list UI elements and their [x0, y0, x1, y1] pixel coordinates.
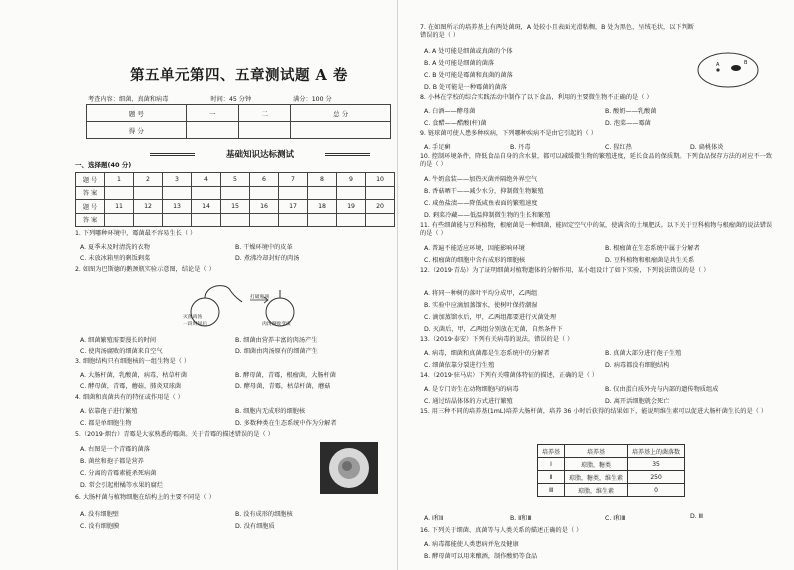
option[interactable]: D. 常会引起柑橘等水果的腐烂: [80, 482, 163, 489]
option[interactable]: A. Ⅰ和Ⅱ: [424, 515, 444, 522]
option[interactable]: A. 牛奶盒装——加热灭菌并隔绝外界空气: [424, 176, 538, 183]
grid-cell: 答 案: [76, 213, 105, 227]
grid-cell: 题 号: [76, 173, 105, 187]
option[interactable]: A. 手足癣: [424, 144, 451, 151]
option[interactable]: D. B 处可能是一种霉菌的菌落: [424, 84, 507, 91]
culture-header: 培养基上的菌落数: [628, 445, 685, 458]
culture-cell: Ⅲ: [538, 484, 565, 497]
option[interactable]: B. 丹毒: [510, 144, 531, 151]
fig-label: 肉汤腐败变质: [262, 322, 291, 327]
option[interactable]: D. 煮沸冷却封好的肉汤: [235, 255, 300, 262]
culture-table: [537, 444, 685, 497]
answer-cell[interactable]: [366, 213, 395, 227]
option[interactable]: B. Ⅱ和Ⅲ: [510, 515, 532, 522]
grid-cell: 14: [192, 200, 221, 214]
grid-cell: 17: [279, 200, 308, 214]
question-3: 3. 细胞结构只有细胞核的一组生物是（ ）: [75, 358, 191, 365]
option[interactable]: A. 夏季未及时清洗的衣物: [80, 244, 150, 251]
option[interactable]: C. 使肉汤腐败的细菌来自空气: [80, 348, 163, 355]
fig-label: 灭菌肉汤: [183, 315, 203, 320]
option[interactable]: C. 细菌依靠分裂进行生殖: [424, 362, 495, 369]
option[interactable]: D. 没有细胞质: [235, 523, 275, 530]
culture-cell: 0: [628, 484, 685, 497]
grid-cell: 11: [105, 200, 134, 214]
question-6: 6. 大肠杆菌与植物细胞在结构上的主要不同是（ ）: [75, 494, 215, 501]
answer-cell[interactable]: [250, 213, 279, 227]
option[interactable]: A. 是专门寄生在动物细胞内的病毒: [424, 386, 519, 393]
option[interactable]: A. 没有细胞壁: [80, 511, 119, 518]
question-5: 5.（2019·烟台）青霉是大家熟悉的霉菌。关于青霉的描述错误的是（ ）: [75, 431, 274, 438]
answer-cell[interactable]: [279, 213, 308, 227]
answer-cell[interactable]: [308, 186, 337, 200]
option[interactable]: B. 酸奶——乳酸菌: [605, 108, 657, 115]
answer-cell[interactable]: [250, 186, 279, 200]
option[interactable]: D. 豆科植物和根瘤菌是共生关系: [605, 257, 695, 264]
option[interactable]: C. Ⅰ和Ⅲ: [605, 515, 626, 522]
culture-header: 培养基: [565, 445, 628, 458]
score-cell: 一: [186, 105, 238, 122]
answer-cell[interactable]: [192, 186, 221, 200]
meta-time: 时间：45 分钟: [210, 96, 252, 103]
question-16: 16. 下列关于细菌、真菌等与人类关系的描述正确的是（ ）: [420, 527, 583, 534]
culture-dish-figure: [696, 50, 760, 90]
option[interactable]: A. 将同一种树的落叶平均分成甲，乙两组: [424, 290, 538, 297]
option[interactable]: B. 真菌大部分进行孢子生殖: [605, 350, 682, 357]
grid-cell: 4: [192, 173, 221, 187]
culture-cell: Ⅱ: [538, 471, 565, 484]
exam-meta: [88, 94, 388, 103]
fig-label: 打破瓶颈: [250, 295, 270, 300]
question-9: 9. 链球菌可使人患多种疾病，下列哪种疾病不是由它引起的（ ）: [420, 130, 597, 137]
option[interactable]: A. 普遍不能适应环境，因能影响环境: [424, 245, 525, 252]
option[interactable]: D. 扁桃体炎: [690, 144, 724, 151]
page-title: 第五单元第四、五章测试题 A 卷: [130, 67, 348, 84]
answer-cell[interactable]: [221, 186, 250, 200]
grid-cell: 20: [366, 200, 395, 214]
score-cell: 二: [238, 105, 290, 122]
option[interactable]: B. 细菌由营养丰富的肉汤产生: [235, 337, 318, 344]
question-13: 13.（2019·泰安）下列有关病毒的说法，错误的是（ ）: [420, 336, 574, 343]
answer-cell[interactable]: [337, 213, 366, 227]
option[interactable]: D. 剩菜冷藏——低温抑制微生物的生长和繁殖: [424, 212, 551, 219]
question-2: 2. 如图为巴斯德的鹅颈瓶实验示意图，结论是（ ）: [75, 266, 215, 273]
grid-cell: 8: [308, 173, 337, 187]
option[interactable]: B. 没有成形的细胞核: [235, 511, 293, 518]
grid-cell: 6: [250, 173, 279, 187]
score-cell: 题 号: [87, 105, 187, 122]
grid-cell: 3: [163, 173, 192, 187]
option[interactable]: C. 通过结晶体体的方式进行繁殖: [424, 398, 513, 405]
question-10: 10. 控制环境条件，降低食品自身的含水量，都可以减缓微生物的繁殖进度，延长食品的保质期。下列食品保存方法的对应不一致的是（ ）: [420, 153, 773, 168]
grid-cell: 9: [337, 173, 366, 187]
question-14: 14.（2019·驻马店）下列有关噬菌体特征的描述，正确的是（ ）: [420, 372, 599, 379]
score-cell: 得 分: [87, 122, 187, 139]
grid-cell: 2: [134, 173, 163, 187]
grid-cell: 题 号: [76, 200, 105, 214]
answer-cell[interactable]: [366, 186, 395, 200]
option[interactable]: C. B 处可能是霉菌和真菌的菌落: [424, 72, 513, 79]
answer-cell[interactable]: [105, 213, 134, 227]
option[interactable]: A. 白酒——酵母菌: [424, 108, 476, 115]
option[interactable]: D. 病毒都没有细胞结构: [605, 362, 670, 369]
option[interactable]: B. 菌丝和孢子都是营养: [80, 458, 144, 465]
answer-cell[interactable]: [279, 186, 308, 200]
culture-cell: 琼脂，糖类，维生素: [565, 471, 628, 484]
answer-cell[interactable]: [105, 186, 134, 200]
question-11: 11. 有些细菌能与豆科植物，根瘤菌是一种细菌，能固定空气中的氮，使满含的土壤肥沃。以下关于豆科植物与根瘤菌的说法错误的是（ ）: [420, 222, 773, 237]
fig-label: B: [744, 60, 748, 66]
culture-header: 培养基: [538, 445, 565, 458]
option[interactable]: C. 滴加蒸馏水后，甲，乙两组都要进行灭菌处理: [424, 314, 557, 321]
option[interactable]: A. 病毒，细菌和真菌都是生态系统中的分解者: [424, 350, 550, 357]
grid-cell: 10: [366, 173, 395, 187]
option[interactable]: B. 实验中应滴加蒸馏水，使树叶保持潮湿: [424, 302, 538, 309]
option[interactable]: B. 仅由蛋白质外壳与内部的遗传物质组成: [605, 386, 719, 393]
option[interactable]: B. 酵母菌可以用来酿酒，制作酸奶等食品: [424, 553, 538, 560]
question-7: 7. 在如图所示的培养基上有两处菌斑，A 处较小且表面光滑粘稠，B 处为黑色，呈绒毛状，以下判断错误的是（ ）: [420, 24, 694, 39]
answer-cell[interactable]: [221, 213, 250, 227]
grid-cell: 5: [221, 173, 250, 187]
option[interactable]: D. 酵母菌，青霉，枯草杆菌，蘑菇: [235, 383, 331, 390]
option[interactable]: D. Ⅲ: [690, 513, 703, 520]
grid-cell: 13: [163, 200, 192, 214]
grid-cell: 7: [279, 173, 308, 187]
culture-cell: 35: [628, 458, 685, 471]
option[interactable]: C. 没有细胞膜: [80, 523, 120, 530]
answer-cell[interactable]: [134, 186, 163, 200]
grid-cell: 15: [221, 200, 250, 214]
section-banner: 基础知识达标测试: [150, 148, 370, 160]
culture-cell: 250: [628, 471, 685, 484]
answer-cell[interactable]: [134, 213, 163, 227]
fig-label: 一段时间后: [183, 322, 207, 327]
meta-topic: 考查内容：细菌、真菌和病毒: [88, 96, 169, 103]
option[interactable]: D. 细菌由肉汤原有的细菌产生: [235, 348, 318, 355]
question-12: 12.（2019·青岛）为了证明细菌对植物遗体的分解作用，某小组设计了如下实验，下列说法错误的是（ ）: [420, 267, 710, 274]
question-8: 8. 小林在学校的综合实践活动中制作了以下食品，利用的主要微生物不正确的是（ ）: [420, 94, 653, 101]
option[interactable]: B. 香菇晒干——减少水分，抑制微生物繁殖: [424, 188, 544, 195]
answer-grid: [75, 172, 395, 227]
answer-cell[interactable]: [308, 213, 337, 227]
option[interactable]: A. 细菌繁殖需要漫长的时间: [80, 337, 157, 344]
answer-cell[interactable]: [163, 186, 192, 200]
option[interactable]: A. 病毒都能使人类患病并危及健康: [424, 541, 519, 548]
answer-cell[interactable]: [337, 186, 366, 200]
grid-cell: 1: [105, 173, 134, 187]
question-1: 1. 下列哪种环境中，霉菌最不容易生长（ ）: [75, 230, 197, 237]
option[interactable]: A. A 处可能是细菌或真菌的个体: [424, 48, 513, 55]
option[interactable]: A. 右图是一个青霉的菌落: [80, 446, 150, 453]
grid-cell: 16: [250, 200, 279, 214]
option[interactable]: B. 干燥环境中的皮革: [235, 244, 293, 251]
option[interactable]: D. 多数种类在生态系统中作为分解者: [235, 420, 337, 427]
section-label: 一、选择题(40 分): [75, 161, 132, 169]
grid-cell: 19: [337, 200, 366, 214]
penicillium-colony-photo: [320, 442, 378, 494]
option[interactable]: C. 食醋——醋酸(杆)菌: [424, 120, 487, 127]
score-table: [86, 104, 391, 139]
question-15: 15. 用三种不同的培养基(1mL)培养大肠杆菌，培养 36 小时后获得的结果如下，能说明维生素可以促进大肠杆菌生长的是（ ）: [420, 408, 768, 415]
fig-label: A: [716, 62, 720, 68]
option[interactable]: A. 依靠孢子进行繁殖: [80, 408, 138, 415]
grid-cell: 12: [134, 200, 163, 214]
option[interactable]: A. 大肠杆菌，乳酸菌，病毒，枯草杆菌: [80, 372, 188, 379]
culture-cell: 琼脂，维生素: [565, 484, 628, 497]
option[interactable]: C. 根瘤菌的细胞中含有成形的细胞核: [424, 257, 526, 264]
culture-cell: Ⅰ: [538, 458, 565, 471]
option[interactable]: C. 猩红热: [605, 144, 632, 151]
option[interactable]: B. 细胞内无成形的细胞核: [235, 408, 306, 415]
score-cell: 总 分: [291, 105, 391, 122]
option[interactable]: D. 灭菌后，甲，乙两组分别放在无菌，自然条件下: [424, 326, 563, 333]
score-cell[interactable]: [238, 122, 290, 139]
meta-full: 满分：100 分: [293, 96, 332, 103]
option[interactable]: B. A 处可能是细菌的菌落: [424, 60, 495, 67]
answer-cell[interactable]: [192, 213, 221, 227]
question-4: 4. 细菌和真菌共有的特征或作用是（ ）: [75, 394, 184, 401]
option[interactable]: C. 分离的青霉素能杀死病菌: [80, 470, 157, 477]
culture-cell: 琼脂，糖类: [565, 458, 628, 471]
score-cell[interactable]: [186, 122, 238, 139]
option[interactable]: B. 根瘤菌在生态系统中属于分解者: [605, 245, 700, 252]
grid-cell: 答 案: [76, 186, 105, 200]
answer-cell[interactable]: [163, 213, 192, 227]
grid-cell: 18: [308, 200, 337, 214]
option[interactable]: B. 酵母菌，青霉，根瘤菌，大肠杆菌: [235, 372, 336, 379]
option[interactable]: C. 酵母菌，青霉，蘑菇，肺炎双球菌: [80, 383, 182, 390]
option[interactable]: C. 咸鱼盐渍——降低咸鱼表面的繁殖速度: [424, 200, 538, 207]
score-cell[interactable]: [291, 122, 391, 139]
option[interactable]: C. 都是单细胞生物: [80, 420, 132, 427]
option[interactable]: C. 未放冰箱里的剩饭剩菜: [80, 255, 151, 262]
option[interactable]: D. 泡菜——霉菌: [605, 120, 651, 127]
option[interactable]: D. 离开活细胞就会死亡: [605, 398, 670, 405]
